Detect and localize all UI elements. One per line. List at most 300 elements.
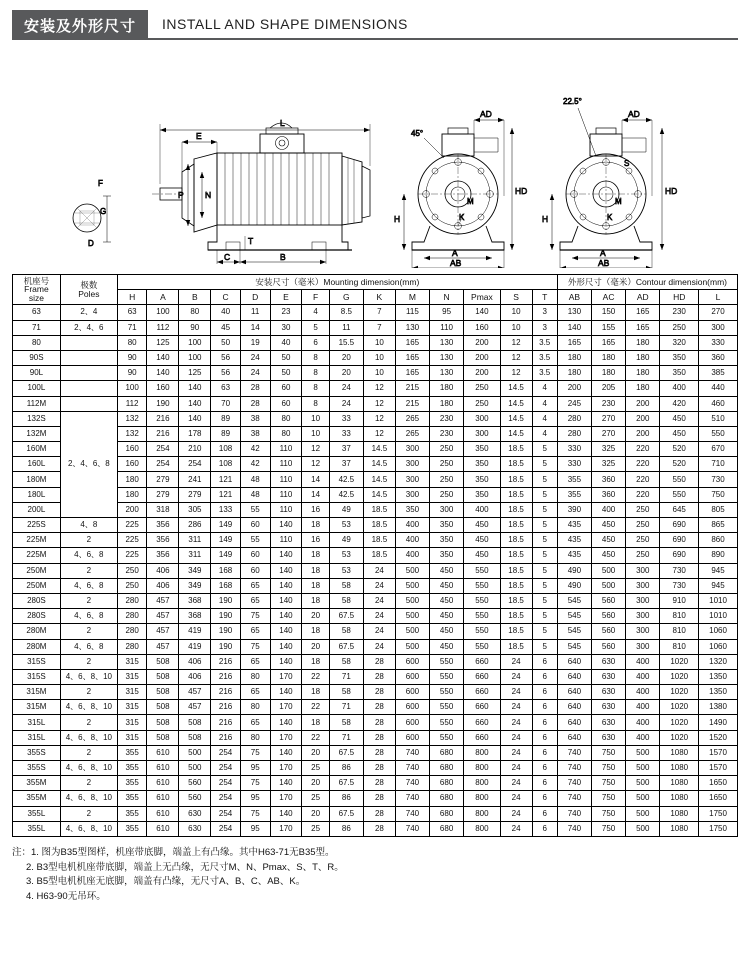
cell-value: 140 <box>464 305 500 320</box>
cell-value: 58 <box>329 654 363 669</box>
cell-frame-size: 180M <box>13 472 61 487</box>
cell-value: 24 <box>240 366 270 381</box>
cell-value: 500 <box>395 609 429 624</box>
cell-value: 28 <box>363 715 395 730</box>
cell-value: 75 <box>240 609 270 624</box>
cell-value: 508 <box>179 715 211 730</box>
cell-value: 660 <box>464 685 500 700</box>
th-T: T <box>532 290 557 305</box>
cell-value: 500 <box>395 563 429 578</box>
cell-value: 400 <box>626 654 660 669</box>
cell-value: 24 <box>363 609 395 624</box>
cell-frame-size: 225S <box>13 518 61 533</box>
cell-value: 90 <box>179 320 211 335</box>
cell-value: 24 <box>500 654 532 669</box>
cell-value: 60 <box>270 396 302 411</box>
cell-value: 140 <box>147 350 179 365</box>
svg-text:M: M <box>467 197 474 206</box>
cell-value: 40 <box>270 335 302 350</box>
cell-value: 305 <box>179 502 211 517</box>
cell-value: 6 <box>532 761 557 776</box>
cell-value: 140 <box>270 745 302 760</box>
cell-frame-size: 280S <box>13 593 61 608</box>
cell-value: 160 <box>117 442 147 457</box>
table-row <box>13 442 738 457</box>
cell-value: 18.5 <box>500 518 532 533</box>
cell-value: 225 <box>117 548 147 563</box>
cell-value: 500 <box>395 639 429 654</box>
cell-value: 5 <box>532 533 557 548</box>
cell-value: 6 <box>532 654 557 669</box>
cell-value: 550 <box>430 715 464 730</box>
th-frame-size <box>13 275 61 305</box>
cell-value: 315 <box>117 715 147 730</box>
cell-value: 6 <box>532 700 557 715</box>
cell-value: 330 <box>557 457 591 472</box>
cell-poles: 2 <box>60 593 117 608</box>
cell-value: 500 <box>179 761 211 776</box>
cell-value: 140 <box>270 624 302 639</box>
note-3: 3. B5型电机机座无底脚，端盖有凸缘，无尺寸A、B、C、AB、K。 <box>26 876 306 888</box>
cell-value: 860 <box>699 533 738 548</box>
cell-poles: 4、6、8、10 <box>60 791 117 806</box>
cell-poles: 2 <box>60 806 117 821</box>
cell-value: 12 <box>500 366 532 381</box>
cell-poles: 4、6、8 <box>60 609 117 624</box>
cell-frame-size: 160M <box>13 442 61 457</box>
cell-value: 280 <box>557 426 591 441</box>
th-poles <box>60 275 117 305</box>
svg-text:K: K <box>607 213 613 222</box>
cell-value: 28 <box>363 730 395 745</box>
cell-value: 60 <box>240 563 270 578</box>
cell-value: 600 <box>395 654 429 669</box>
cell-value: 80 <box>270 426 302 441</box>
cell-value: 18.5 <box>500 609 532 624</box>
cell-value: 23 <box>270 305 302 320</box>
cell-value: 355 <box>117 806 147 821</box>
cell-value: 71 <box>329 730 363 745</box>
cell-value: 10 <box>363 350 395 365</box>
cell-value: 6 <box>532 685 557 700</box>
th-contour-group: 外形尺寸（毫米）Contour dimension(mm) <box>557 275 737 290</box>
cell-value: 910 <box>660 593 699 608</box>
dimensions-table <box>12 274 738 837</box>
cell-poles: 4、6、8 <box>60 548 117 563</box>
cell-value: 125 <box>147 335 179 350</box>
cell-value: 28 <box>240 396 270 411</box>
cell-value: 24 <box>500 685 532 700</box>
note-1: 注：1. 图为B35型图样，机座带底脚，端盖上有凸缘。其中H63-71无B35型。 <box>12 846 335 858</box>
cell-value: 1320 <box>699 654 738 669</box>
cell-frame-size: 355L <box>13 821 61 836</box>
cell-value: 53 <box>329 548 363 563</box>
cell-value: 450 <box>592 533 626 548</box>
th-K: K <box>363 290 395 305</box>
cell-value: 58 <box>329 624 363 639</box>
cell-value: 265 <box>395 411 429 426</box>
cell-value: 1570 <box>699 745 738 760</box>
cell-value: 311 <box>179 548 211 563</box>
cell-value: 115 <box>395 305 429 320</box>
cell-value: 406 <box>147 578 179 593</box>
cell-value: 42.5 <box>329 487 363 502</box>
cell-value: 5 <box>532 518 557 533</box>
cell-value: 80 <box>240 669 270 684</box>
header-title-cn: 安装及外形尺寸 <box>12 10 148 40</box>
cell-frame-size: 315L <box>13 730 61 745</box>
cell-value: 58 <box>329 685 363 700</box>
cell-value: 11 <box>240 305 270 320</box>
cell-value: 330 <box>557 442 591 457</box>
cell-value: 108 <box>211 457 241 472</box>
cell-value: 545 <box>557 639 591 654</box>
cell-value: 18.5 <box>500 593 532 608</box>
cell-value: 190 <box>147 396 179 411</box>
cell-value: 1080 <box>660 761 699 776</box>
cell-value: 24 <box>500 730 532 745</box>
cell-value: 89 <box>211 426 241 441</box>
cell-value: 12 <box>500 335 532 350</box>
note-4: 4. H63-90无吊环。 <box>26 891 106 903</box>
cell-value: 140 <box>179 411 211 426</box>
cell-value: 400 <box>626 715 660 730</box>
cell-value: 75 <box>240 745 270 760</box>
cell-value: 75 <box>240 806 270 821</box>
cell-value: 508 <box>147 730 179 745</box>
cell-value: 5 <box>532 624 557 639</box>
cell-value: 1750 <box>699 806 738 821</box>
cell-value: 680 <box>430 806 464 821</box>
svg-text:A: A <box>600 248 606 258</box>
svg-text:H: H <box>394 214 401 224</box>
cell-value: 100 <box>179 335 211 350</box>
svg-text:HD: HD <box>515 186 528 196</box>
cell-value: 810 <box>660 624 699 639</box>
cell-value: 20 <box>329 350 363 365</box>
cell-value: 10 <box>363 335 395 350</box>
cell-value: 121 <box>211 487 241 502</box>
cell-value: 250 <box>117 563 147 578</box>
cell-value: 24 <box>500 806 532 821</box>
cell-value: 300 <box>626 639 660 654</box>
cell-value: 14.5 <box>500 396 532 411</box>
cell-value: 355 <box>557 487 591 502</box>
cell-value: 300 <box>699 320 738 335</box>
cell-value: 660 <box>464 654 500 669</box>
cell-value: 28 <box>363 821 395 836</box>
cell-value: 14.5 <box>500 426 532 441</box>
cell-value: 216 <box>147 426 179 441</box>
cell-value: 10 <box>500 320 532 335</box>
cell-value: 65 <box>240 654 270 669</box>
cell-poles: 2 <box>60 563 117 578</box>
cell-value: 630 <box>179 806 211 821</box>
cell-value: 740 <box>557 745 591 760</box>
cell-value: 168 <box>211 563 241 578</box>
cell-poles: 2 <box>60 533 117 548</box>
cell-value: 28 <box>363 791 395 806</box>
cell-value: 170 <box>270 730 302 745</box>
cell-frame-size: 355L <box>13 806 61 821</box>
cell-value: 215 <box>395 381 429 396</box>
cell-value: 220 <box>626 457 660 472</box>
cell-value: 508 <box>147 715 179 730</box>
cell-poles: 4、6、8、10 <box>60 669 117 684</box>
cell-value: 24 <box>500 761 532 776</box>
table-row <box>13 366 738 381</box>
cell-value: 740 <box>557 776 591 791</box>
cell-value: 254 <box>147 457 179 472</box>
th-frame-en1: Frame <box>24 284 49 295</box>
cell-value: 500 <box>592 578 626 593</box>
cell-value: 130 <box>395 320 429 335</box>
cell-poles: 2 <box>60 654 117 669</box>
svg-text:AB: AB <box>598 258 610 268</box>
cell-value: 810 <box>660 609 699 624</box>
cell-value: 110 <box>270 442 302 457</box>
cell-value: 1080 <box>660 806 699 821</box>
cell-value: 400 <box>626 700 660 715</box>
cell-value: 10 <box>302 426 329 441</box>
cell-value: 805 <box>699 502 738 517</box>
cell-value: 170 <box>270 700 302 715</box>
cell-value: 38 <box>240 426 270 441</box>
cell-value: 550 <box>464 639 500 654</box>
cell-value: 1060 <box>699 639 738 654</box>
cell-value: 14.5 <box>363 442 395 457</box>
cell-value: 550 <box>430 730 464 745</box>
table-row <box>13 426 738 441</box>
cell-value: 660 <box>464 700 500 715</box>
cell-value: 740 <box>557 761 591 776</box>
cell-value: 200 <box>557 381 591 396</box>
cell-value: 10 <box>302 411 329 426</box>
cell-value: 19 <box>240 335 270 350</box>
notes-block <box>12 846 738 905</box>
cell-value: 16 <box>302 533 329 548</box>
cell-value: 508 <box>147 685 179 700</box>
cell-value: 6 <box>532 776 557 791</box>
th-poles-en: Poles <box>78 288 100 299</box>
cell-value: 18 <box>302 715 329 730</box>
cell-value: 550 <box>464 624 500 639</box>
cell-value: 28 <box>363 776 395 791</box>
cell-value: 65 <box>240 715 270 730</box>
cell-value: 325 <box>592 442 626 457</box>
cell-frame-size: 355S <box>13 761 61 776</box>
cell-value: 630 <box>592 730 626 745</box>
cell-value: 110 <box>270 502 302 517</box>
cell-value: 42.5 <box>329 472 363 487</box>
cell-value: 600 <box>395 700 429 715</box>
cell-value: 56 <box>211 350 241 365</box>
cell-frame-size: 315S <box>13 654 61 669</box>
cell-value: 58 <box>329 578 363 593</box>
cell-value: 7 <box>363 305 395 320</box>
cell-value: 450 <box>430 639 464 654</box>
cell-value: 457 <box>147 639 179 654</box>
svg-text:P: P <box>178 190 184 200</box>
cell-value: 67.5 <box>329 609 363 624</box>
cell-value: 20 <box>302 776 329 791</box>
th-N: N <box>430 290 464 305</box>
cell-value: 216 <box>211 700 241 715</box>
table-row <box>13 609 738 624</box>
cell-value: 600 <box>395 669 429 684</box>
cell-value: 1020 <box>660 669 699 684</box>
cell-value: 190 <box>211 609 241 624</box>
cell-value: 349 <box>179 563 211 578</box>
th-E: E <box>270 290 302 305</box>
cell-value: 550 <box>464 563 500 578</box>
cell-value: 24 <box>363 563 395 578</box>
cell-value: 355 <box>117 791 147 806</box>
cell-value: 149 <box>211 548 241 563</box>
cell-value: 18.5 <box>500 472 532 487</box>
cell-value: 180 <box>592 350 626 365</box>
cell-value: 165 <box>395 366 429 381</box>
cell-value: 60 <box>240 548 270 563</box>
cell-value: 4 <box>532 396 557 411</box>
cell-value: 550 <box>464 609 500 624</box>
table-row <box>13 745 738 760</box>
cell-value: 8 <box>302 350 329 365</box>
cell-value: 520 <box>660 457 699 472</box>
cell-value: 3.5 <box>532 350 557 365</box>
table-row <box>13 669 738 684</box>
svg-text:T: T <box>248 236 254 246</box>
cell-value: 140 <box>270 563 302 578</box>
cell-value: 550 <box>430 685 464 700</box>
cell-value: 670 <box>699 442 738 457</box>
cell-value: 390 <box>557 502 591 517</box>
cell-value: 350 <box>430 533 464 548</box>
cell-value: 640 <box>557 669 591 684</box>
cell-value: 740 <box>395 821 429 836</box>
cell-value: 140 <box>270 806 302 821</box>
cell-value: 645 <box>660 502 699 517</box>
cell-poles: 2、4 <box>60 305 117 320</box>
th-S: S <box>500 290 532 305</box>
svg-text:E: E <box>196 131 202 141</box>
cell-value: 165 <box>626 320 660 335</box>
cell-value: 160 <box>464 320 500 335</box>
cell-value: 350 <box>430 518 464 533</box>
svg-text:S: S <box>624 159 630 168</box>
cell-value: 300 <box>395 472 429 487</box>
cell-value: 360 <box>592 487 626 502</box>
cell-value: 360 <box>699 350 738 365</box>
cell-value: 330 <box>699 335 738 350</box>
cell-value: 140 <box>147 366 179 381</box>
cell-value: 254 <box>211 806 241 821</box>
cell-value: 355 <box>117 776 147 791</box>
cell-value: 500 <box>395 624 429 639</box>
cell-value: 165 <box>592 335 626 350</box>
cell-value: 140 <box>179 381 211 396</box>
cell-value: 730 <box>660 563 699 578</box>
cell-value: 22 <box>302 730 329 745</box>
cell-value: 140 <box>270 609 302 624</box>
cell-value: 3.5 <box>532 366 557 381</box>
cell-value: 315 <box>117 685 147 700</box>
cell-value: 125 <box>179 366 211 381</box>
svg-text:C: C <box>224 252 231 262</box>
cell-value: 65 <box>240 624 270 639</box>
cell-value: 510 <box>699 411 738 426</box>
cell-value: 4 <box>532 411 557 426</box>
cell-value: 95 <box>430 305 464 320</box>
cell-value: 200 <box>464 366 500 381</box>
cell-value: 18.5 <box>500 487 532 502</box>
cell-value: 5 <box>532 487 557 502</box>
note-2: 2. B3型电机机座带底脚，端盖上无凸缘，无尺寸M、N、Pmax、S、T、R。 <box>26 861 344 873</box>
cell-value: 406 <box>179 654 211 669</box>
cell-value: 315 <box>117 669 147 684</box>
cell-value: 20 <box>302 806 329 821</box>
th-C: C <box>211 290 241 305</box>
cell-value: 300 <box>464 426 500 441</box>
cell-value: 90 <box>117 350 147 365</box>
cell-value: 18.5 <box>500 442 532 457</box>
cell-value: 750 <box>592 776 626 791</box>
cell-value: 1380 <box>699 700 738 715</box>
cell-frame-size: 280M <box>13 639 61 654</box>
cell-poles <box>60 366 117 381</box>
cell-value: 24 <box>500 745 532 760</box>
cell-value: 67.5 <box>329 806 363 821</box>
cell-value: 250 <box>626 518 660 533</box>
cell-value: 490 <box>557 578 591 593</box>
cell-value: 18 <box>302 593 329 608</box>
cell-poles: 2 <box>60 715 117 730</box>
cell-value: 53 <box>329 563 363 578</box>
cell-value: 800 <box>464 776 500 791</box>
cell-value: 1350 <box>699 685 738 700</box>
th-M: M <box>395 290 429 305</box>
cell-value: 22 <box>302 669 329 684</box>
cell-value: 350 <box>464 472 500 487</box>
cell-value: 350 <box>464 457 500 472</box>
cell-value: 600 <box>395 715 429 730</box>
cell-value: 24 <box>363 578 395 593</box>
cell-value: 610 <box>147 806 179 821</box>
cell-value: 225 <box>117 533 147 548</box>
cell-value: 457 <box>179 685 211 700</box>
cell-value: 140 <box>270 578 302 593</box>
cell-value: 216 <box>211 669 241 684</box>
cell-value: 270 <box>592 411 626 426</box>
cell-value: 80 <box>117 335 147 350</box>
cell-value: 200 <box>626 426 660 441</box>
cell-value: 18 <box>302 685 329 700</box>
cell-value: 63 <box>117 305 147 320</box>
cell-value: 457 <box>147 609 179 624</box>
cell-value: 1650 <box>699 791 738 806</box>
cell-value: 630 <box>592 654 626 669</box>
table-header-group-row <box>13 275 738 290</box>
cell-value: 450 <box>430 624 464 639</box>
cell-value: 1490 <box>699 715 738 730</box>
page-header <box>12 10 738 40</box>
cell-value: 149 <box>211 518 241 533</box>
cell-value: 5 <box>532 442 557 457</box>
cell-frame-size: 355M <box>13 776 61 791</box>
cell-value: 286 <box>179 518 211 533</box>
cell-value: 4 <box>302 305 329 320</box>
table-row <box>13 821 738 836</box>
